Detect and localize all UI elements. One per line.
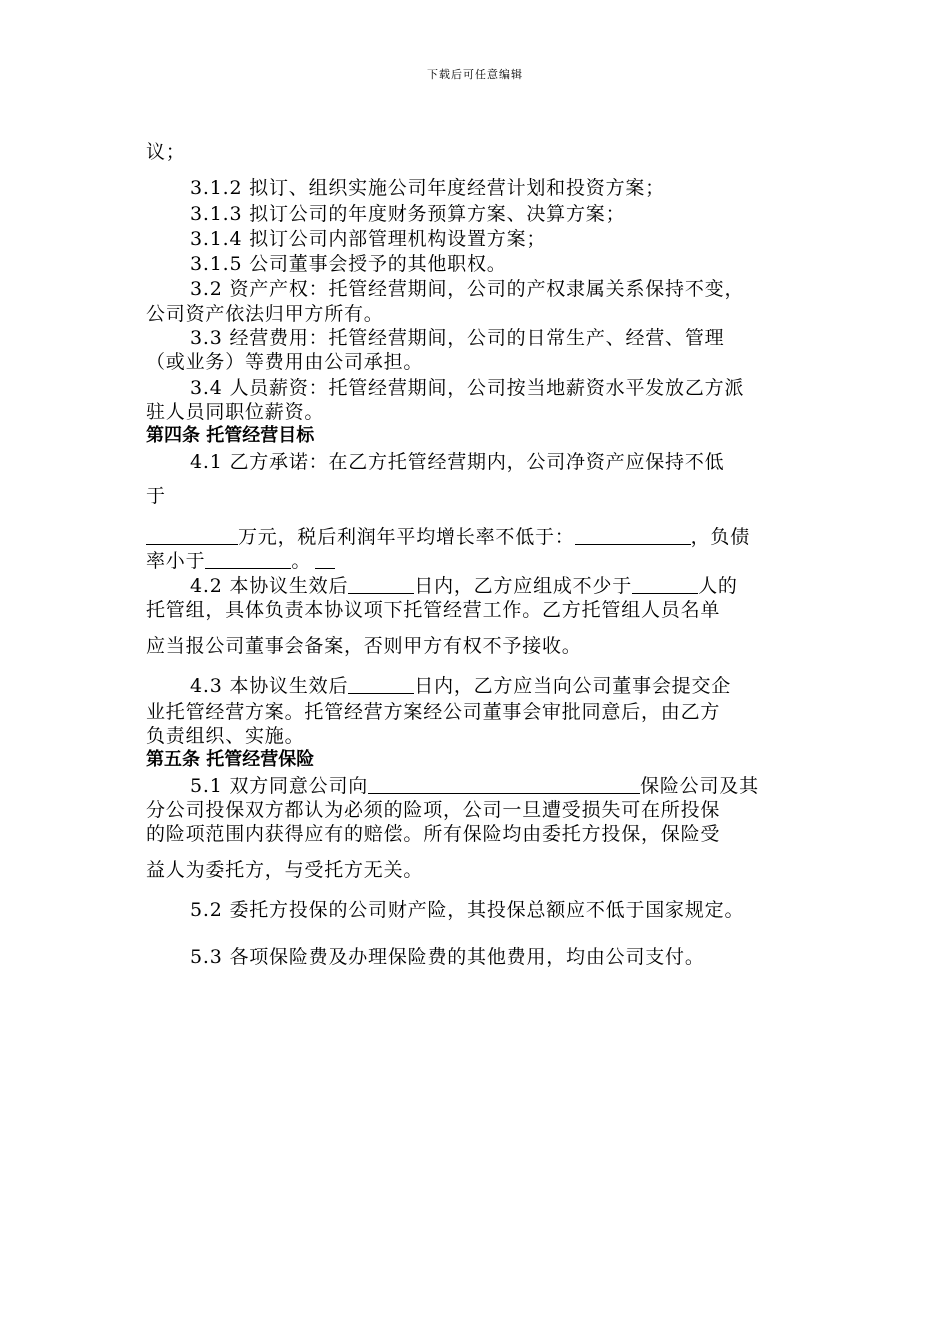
text-line: 的险项范围内获得应有的赔偿。所有保险均由委托方投保，保险受 bbox=[146, 823, 721, 845]
text-line: 3.3 经营费用：托管经营期间，公司的日常生产、经营、管理 bbox=[190, 327, 725, 349]
text-line: 业托管经营方案。托管经营方案经公司董事会审批同意后，由乙方 bbox=[146, 701, 721, 723]
text-line: 5.3 各项保险费及办理保险费的其他费用，均由公司支付。 bbox=[190, 946, 705, 968]
text-line: 5.2 委托方投保的公司财产险，其投保总额应不低于国家规定。 bbox=[190, 899, 745, 921]
text-line: 于 bbox=[146, 485, 166, 507]
blank-field bbox=[348, 575, 414, 594]
text-line: 负责组织、实施。 bbox=[146, 725, 305, 747]
text-line: 4.2 本协议生效后 日内，乙方应组成不少于 人的 bbox=[190, 575, 738, 597]
text-line: 3.2 资产产权：托管经营期间，公司的产权隶属关系保持不变， bbox=[190, 278, 745, 300]
text-line: 3.1.5 公司董事会授予的其他职权。 bbox=[190, 253, 507, 275]
text-line: 托管组，具体负责本协议项下托管经营工作。乙方托管组人员名单 bbox=[146, 599, 721, 621]
text-line: 驻人员同职位薪资。 bbox=[146, 401, 325, 423]
section-heading: 第五条 托管经营保险 bbox=[146, 749, 315, 770]
text-line: （或业务）等费用由公司承担。 bbox=[146, 351, 424, 373]
text-line: 分公司投保双方都认为必须的险项，公司一旦遭受损失可在所投保 bbox=[146, 799, 721, 821]
text-line: 应当报公司董事会备案，否则甲方有权不予接收。 bbox=[146, 635, 582, 657]
page-header: 下载后可任意编辑 bbox=[427, 68, 523, 81]
text-line: 5.1 双方同意公司向 保险公司及其 bbox=[190, 775, 759, 797]
blank-field bbox=[205, 550, 291, 569]
blank-field bbox=[575, 526, 691, 545]
text-line: 3.1.4 拟订公司内部管理机构设置方案； bbox=[190, 228, 547, 250]
blank-field bbox=[315, 550, 335, 569]
text-line: 议； bbox=[146, 141, 186, 163]
text-line: 4.3 本协议生效后 日内，乙方应当向公司董事会提交企 bbox=[190, 675, 732, 697]
text-line: 3.1.2 拟订、组织实施公司年度经营计划和投资方案； bbox=[190, 177, 665, 199]
blank-field bbox=[632, 575, 698, 594]
text-line: 万元，税后利润年平均增长率不低于： ，负债 bbox=[146, 525, 750, 549]
text-line: 3.1.3 拟订公司的年度财务预算方案、决算方案； bbox=[190, 203, 626, 225]
blank-field bbox=[368, 775, 640, 794]
text-line: 3.4 人员薪资：托管经营期间，公司按当地薪资水平发放乙方派 bbox=[190, 377, 745, 399]
text-line: 益人为委托方，与受托方无关。 bbox=[146, 859, 424, 881]
blank-field bbox=[146, 526, 238, 545]
text-line: 公司资产依法归甲方所有。 bbox=[146, 303, 384, 325]
blank-field bbox=[348, 675, 414, 694]
section-heading: 第四条 托管经营目标 bbox=[146, 425, 315, 446]
text-line: 4.1 乙方承诺：在乙方托管经营期内，公司净资产应保持不低 bbox=[190, 451, 725, 473]
text-line: 率小于 。 bbox=[146, 549, 335, 573]
